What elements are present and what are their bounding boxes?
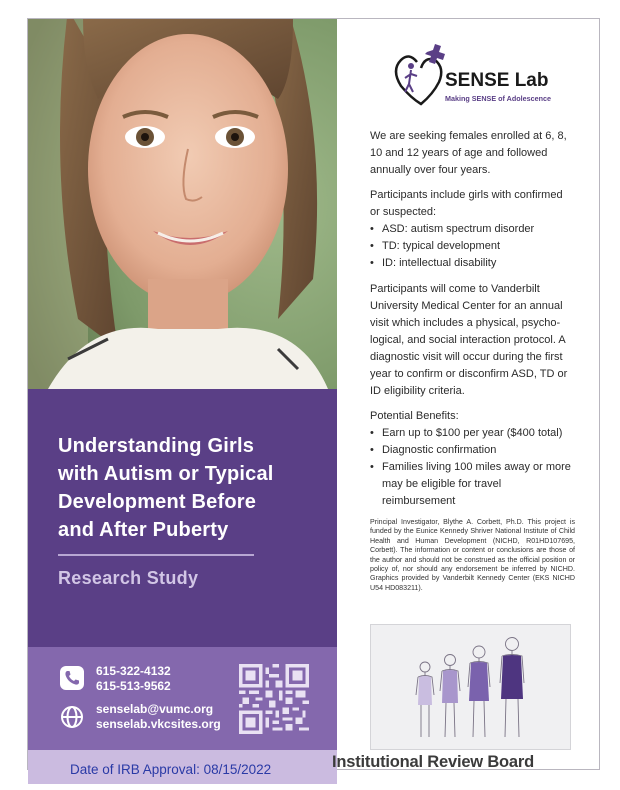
list-item: • TD: typical development — [370, 238, 575, 255]
list-item: • Families living 100 miles away or more may be eligible for travel reimbursement — [370, 459, 575, 510]
list-item: • ID: intellectual disability — [370, 255, 575, 272]
headline-line: and After Puberty — [58, 519, 229, 541]
girl-photo — [28, 19, 337, 389]
logo-title: SENSE Lab — [445, 70, 549, 91]
logo-tagline: Making SENSE of Adolescence — [445, 94, 551, 103]
headline-divider — [58, 554, 254, 556]
headline — [58, 432, 320, 544]
list-item: • ASD: autism spectrum disorder — [370, 221, 575, 238]
phone-icon — [60, 666, 84, 690]
website-link[interactable]: senselab.vkcsites.org — [96, 717, 221, 731]
phone-number[interactable]: 615-513-9562 — [96, 679, 171, 693]
list-item: • Earn up to $100 per year ($400 total) — [370, 425, 575, 442]
benefits-section — [370, 408, 575, 510]
email-link[interactable]: senselab@vumc.org — [96, 702, 214, 716]
intro-paragraph: We are seeking females enrolled at 6, 8, 10 and 12 years of age and followed annually over four years. — [370, 130, 567, 176]
list-item: • Diagnostic confirmation — [370, 442, 575, 459]
benefits-lead: Potential Benefits: — [370, 410, 459, 422]
irb-approval-date: Date of IRB Approval: 08/15/2022 — [70, 762, 272, 777]
participants-section — [370, 187, 575, 272]
phone-number[interactable]: 615-322-4132 — [96, 664, 171, 678]
globe-icon — [60, 705, 84, 729]
puberty-figures-graphic — [370, 624, 571, 750]
funding-disclaimer: Principal Investigator, Blythe A. Corbett, Ph.D. This project is funded by the Eunice Kennedy Shriver National Institute of Child Health and Human Development (NICHD, R01HD107695, Corbett). The information or content or conclusions are those of the author and should not be construed as the official position or policy of, nor should any endorsement be inferred by NICHD. Graphics provided by Vanderbilt Kennedy Center (EKS NICHD U54 HD083211). — [370, 518, 575, 592]
participants-lead: Participants include girls with confirmed or suspected: — [370, 189, 563, 218]
qr-code-icon[interactable] — [239, 664, 309, 734]
irb-board-label: Institutional Review Board — [332, 753, 534, 771]
headline-line: with Autism or Typical — [58, 463, 274, 485]
headline-line: Development Before — [58, 491, 257, 513]
visit-paragraph: Participants will come to Vanderbilt University Medical Center for an annual visit which includes a physical, psycho-logical, and social interaction protocol. A diagnostic visit will occur during the first year to confirm or disconfirm ASD, TD or ID eligibility criteria. — [370, 283, 568, 397]
headline-line: Understanding Girls — [58, 435, 255, 457]
research-study-label: Research Study — [58, 568, 199, 588]
